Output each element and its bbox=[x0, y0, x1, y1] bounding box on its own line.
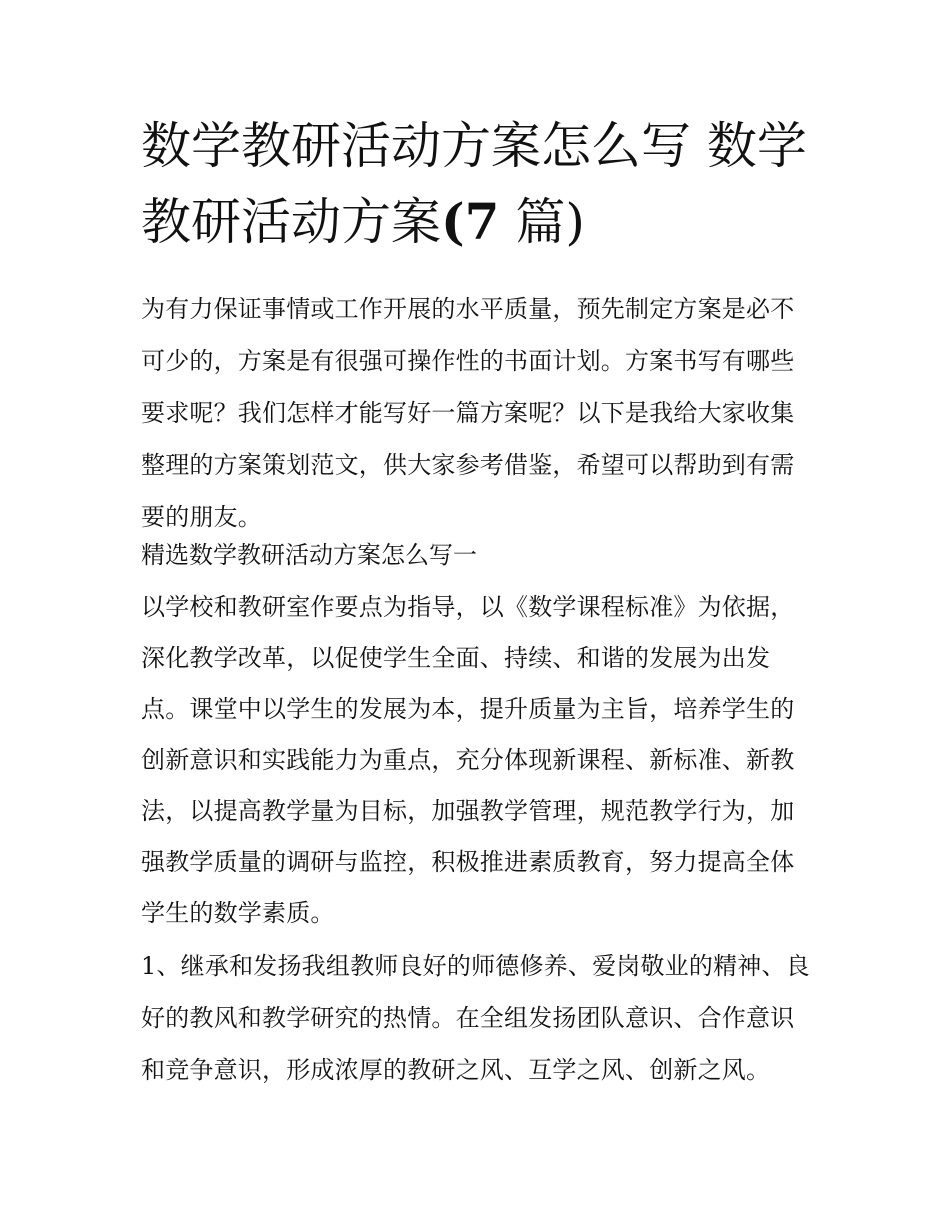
title-suffix: 篇) bbox=[499, 193, 585, 251]
body-paragraph: 以学校和教研室作要点为指导，以《数学课程标准》为依据，深化教学改革，以促使学生全面、持续、和谐的发展为出发点。课堂中以学生的发展为本，提升质量为主旨，培养学生的创新意识和实践能力为重点，充分体现新课程、新标准、新教法，以提高教学量为目标，加强教学管理，规范教学行为，加强教学质量的调研与监控，积极推进素质教育，努力提高全体学生的数学素质。 bbox=[141, 593, 795, 927]
title-main-text: 数学教研活动方案怎么写 数学教研活动方案 bbox=[141, 117, 807, 251]
list-item-1: 1、继承和发扬我组教师良好的师德修养、爱岗敬业的精神、良好的教风和教学研究的热情。在全组发扬团队意识、合作意识和竞争意识，形成浓厚的教研之风、互学之风、创新之风。 bbox=[141, 952, 810, 1084]
title-paren-open: ( bbox=[441, 192, 465, 251]
document-title bbox=[141, 108, 821, 260]
intro-paragraph: 为有力保证事情或工作开展的水平质量，预先制定方案是必不可少的，方案是有很强可操作性的书面计划。方案书写有哪些要求呢？我们怎样才能写好一篇方案呢？以下是我给大家收集整理的方案策划范文，供大家参考借鉴，希望可以帮助到有需要的朋友。 bbox=[141, 295, 795, 531]
section-heading: 精选数学教研活动方案怎么写一 bbox=[141, 541, 477, 569]
title-number: 7 bbox=[464, 192, 500, 251]
